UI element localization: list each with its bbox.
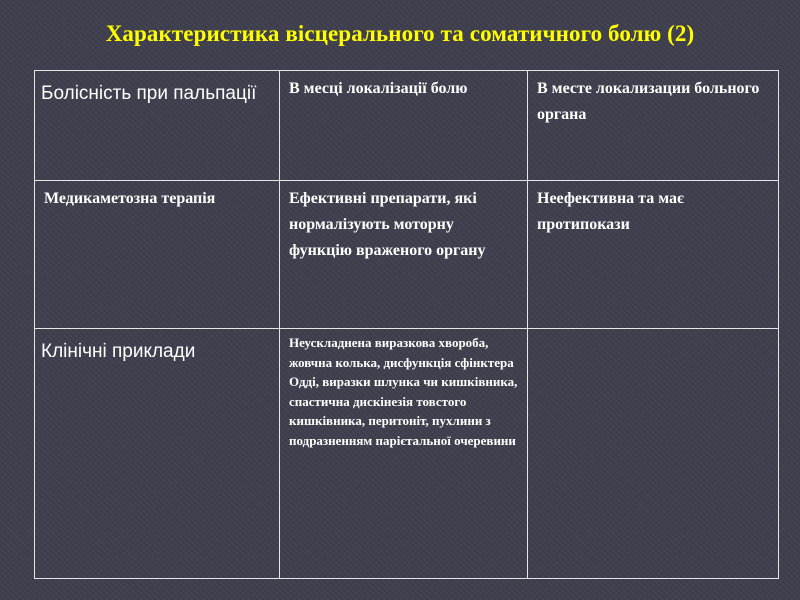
cell-somatic-palpation: В месте локализации больного органа (537, 80, 760, 123)
table-cell-somatic (528, 329, 779, 579)
table-cell-somatic (528, 181, 779, 329)
row-label-therapy: Медикаметозна терапія (44, 190, 216, 207)
table-cell-label (35, 181, 280, 329)
table-cell-visceral (280, 71, 528, 181)
cell-somatic-therapy: Неефективна та має протипокази (537, 190, 684, 233)
table-cell-visceral (280, 329, 528, 579)
row-label-palpation: Болісність при пальпації (41, 83, 257, 104)
cell-visceral-palpation: В месці локалізації болю (289, 80, 468, 97)
table-cell-label (35, 329, 280, 579)
cell-visceral-therapy: Ефективні препарати, які нормалізують моторну функцію враженого органу (289, 190, 486, 259)
table-row-therapy (35, 181, 779, 329)
table-row-palpation (35, 71, 779, 181)
table-cell-somatic (528, 71, 779, 181)
row-label-examples: Клінічні приклади (41, 341, 196, 362)
cell-visceral-examples: Неускладнена виразкова хвороба, жовчна колька, дисфункція сфінктера Одді, виразки шлунка чи кишківника, спастична дискінезія товстого кишківника, перитоніт, пухлини з подразненням парієтальної очеревини (289, 335, 518, 448)
cell-somatic-examples (528, 329, 778, 333)
table-cell-visceral (280, 181, 528, 329)
table-cell-label (35, 71, 280, 181)
table-row-examples (35, 329, 779, 579)
comparison-table (34, 70, 779, 579)
slide-title: Характеристика вісцерального та соматичного болю (2) (105, 21, 695, 46)
